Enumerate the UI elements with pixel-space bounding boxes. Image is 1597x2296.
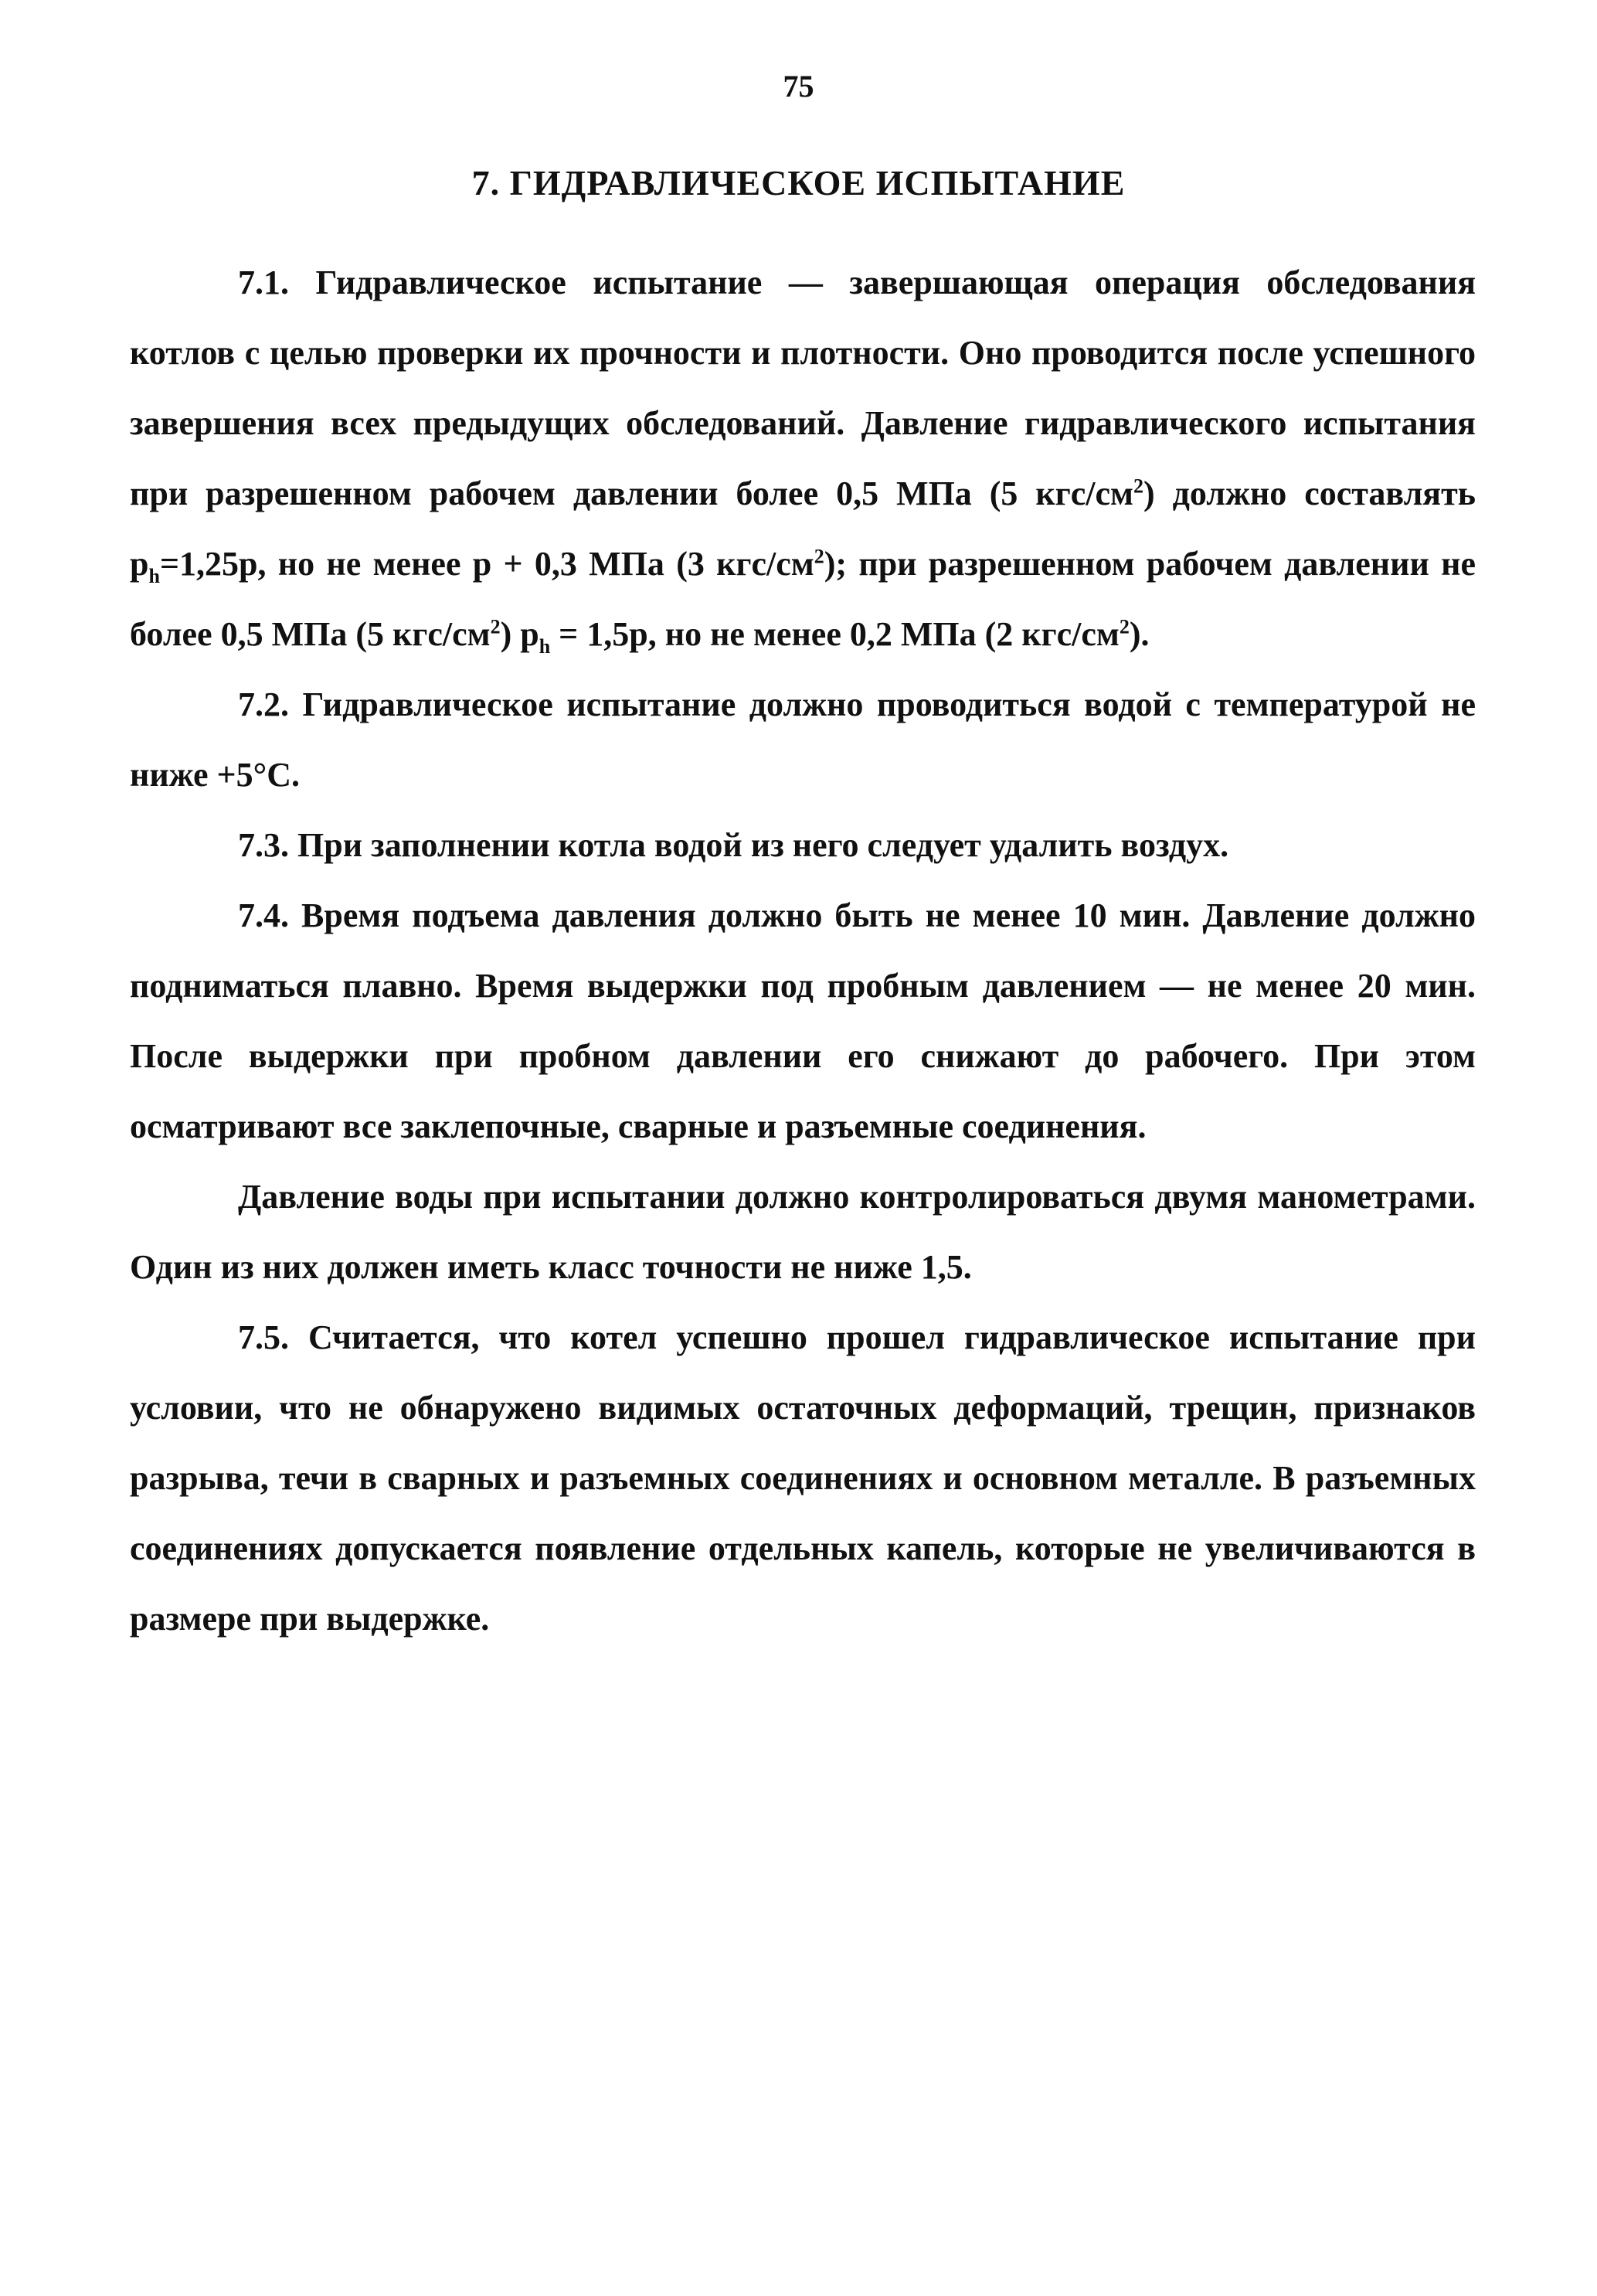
paragraph-7-1 [130, 247, 1476, 669]
p71-part2: ) должно составлять p [130, 475, 1476, 583]
p71-part3: =1,25p, но не менее p + 0,3 МПа (3 кгс/см [159, 545, 814, 583]
p71-sub2: h [539, 634, 551, 658]
paragraph-7-3: 7.3. При заполнении котла водой из него следует удалить воздух. [238, 826, 1229, 864]
paragraph-7-2: 7.2. Гидравлическое испытание должно проводиться водой с температурой не ниже +5°С. [130, 685, 1476, 794]
p71-sup4: 2 [1119, 615, 1130, 638]
section-title: 7. ГИДРАВЛИЧЕСКОЕ ИСПЫТАНИЕ [471, 163, 1126, 202]
p71-sup1: 2 [1133, 475, 1143, 498]
paragraph-7-4: 7.4. Время подъема давления должно быть не менее 10 мин. Давление должно подниматься плавно. Время выдержки под пробным давлением — не менее 20 мин. После выдержки при пробном давлении его снижают до рабочего. При этом осматривают все заклепочные, сварные и разъемные соединения. [130, 896, 1476, 1145]
p71-part4: ); при разрешенном рабочем давлении не более 0,5 МПа (5 кгс/см [130, 545, 1476, 653]
p71-part7: ). [1129, 615, 1150, 653]
p71-sup3: 2 [490, 615, 501, 638]
p71-part1: 7.1. Гидравлическое испытание — завершающая операция обследования котлов с целью проверки их прочности и плотности. Оно проводится после успешного завершения всех предыдущих обследований. Давление гидравлического испытания при разрешенном рабочем давлении более 0,5 МПа (5 кгс/см [130, 264, 1476, 512]
p71-sub1: h [148, 564, 160, 587]
page-number: 75 [783, 69, 814, 104]
paragraph-7-4-manometers: Давление воды при испытании должно контролироваться двумя манометрами. Один из них должен иметь класс точности не ниже 1,5. [130, 1178, 1476, 1286]
p71-sup2: 2 [814, 545, 824, 568]
body-text [130, 247, 1476, 1654]
p71-part5: ) p [500, 615, 539, 653]
p71-part6: = 1,5p, но не менее 0,2 МПа (2 кгс/см [550, 615, 1120, 653]
paragraph-7-5: 7.5. Считается, что котел успешно прошел гидравлическое испытание при условии, что не обнаружено видимых остаточных деформаций, трещин, признаков разрыва, течи в сварных и разъемных соединениях и основном металле. В разъемных соединениях допускается появление отдельных капель, которые не увеличиваются в размере при выдержке. [130, 1318, 1476, 1638]
